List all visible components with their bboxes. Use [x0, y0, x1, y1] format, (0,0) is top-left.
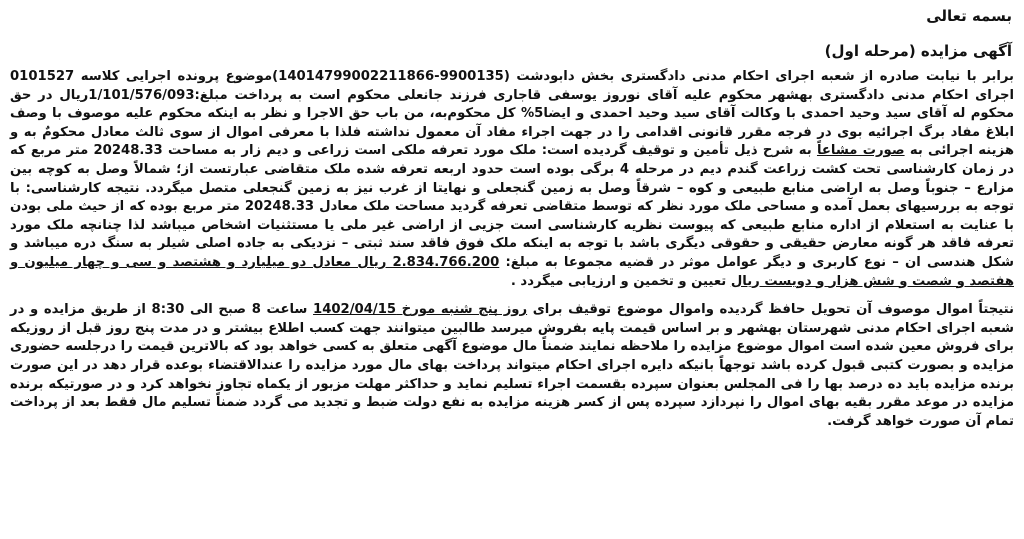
notice-paragraph-1 — [10, 68, 1014, 291]
paragraph-1-text-b: به شرح ذیل تأمین و توقیف گردیده است: ملک مورد تعرفه ملکی است زراعی و دیم زار به مساحت 20248.33 متر مربع که در زمان کارشناسی تحت کشت زراعت گندم دیم در مرحله 4 برگی بوده است حدود اربعه تعرفه شده ملک متقاضی عبارتست از؛ شمالاً وصل به کوچه بین مزارع – جنوباً وصل به اراضی منابع طبیعی و کوه – شرقاً وصل به زمین گنجعلی و نهایتا از غرب نیز به زمین گنجعلی متصل میگردد. نتیجه کارشناسی: با توجه به بررسیهای بعمل آمده و مساحی ملک مورد نظر که توسط متقاضی تعرفه گردید مساحت ملک معادل 20248.33 متر مربع بوده که از حیث ملی بودن با عنایت به استعلام از اداره منابع طبیعی که پیوست نظریه کارشناسی است جزیی از اراضی غیر ملی یا مستثنیات اشخاص میباشد لذا چنانچه ملک مورد تعرفه فاقد هر گونه معارض حقیقی و حقوقی دیگری باشد با توجه به اینکه ملک فوق فاقد سند ثبتی – نزدیکی به جاده اصلی شیلر به سنگ دره میباشد و شکل هندسی ان – نوع کاربری و دیگر عوامل موثر در قضیه مجموعا به مبلغ: — [10, 143, 1014, 270]
paragraph-1-underlined-amount: 2.834.766.200 ریال معادل دو میلیارد و هشتصد و سی و چهار میلیون و هفتصد و شصت و شش هزار و دویست ریال — [10, 254, 1014, 289]
paragraph-2-text-a: نتیجتاً اموال موصوف آن تحویل حافظ گردیده واموال موضوع توقیف برای — [527, 302, 1014, 318]
notice-paragraph-2 — [10, 301, 1014, 431]
paragraph-2-text-b: ساعت 8 صبح الی 8:30 از طریق مزایده و در شعبه اجرای احکام مدنی شهرستان بهشهر و بر اساس قیمت پایه بفروش میرسد طالبین میتوانند جهت کسب اطلاع بیشتر و در مدت پنج روز قبل از روزیکه برای فروش معین شده است اموال موضوع مزایده را ملاحظه نمایند ضمناً مال موضوع آگهی متعلق به کسی خواهد بود که بالاترین قیمت را درجلسه حضوری مزایده و بصورت کتبی قبول کرده باشد توجهاً بانیکه دایره اجرای احکام میتواند پرداخت بهای مال مورد مزایده را عندالاقتضاء بوعده قرار دهد در این صورت برنده مزایده باید ده درصد بها را فی المجلس بعنوان سپرده بقسمت اجراء تسلیم نماید و حداکثر مهلت مزبور از یکماه تجاوز نخواهد کرد و در صورتیکه برنده مزایده در موعد مقرر بقیه بهای اموال را نپردازد سپرده پس از کسر هزینه مزایده به نفع دولت ضبط و تجدید می گردد ضمناً تسلیم مال فقط بعد از پرداخت تمام آن صورت خواهد گرفت. — [10, 302, 1014, 429]
notice-title: آگهی مزایده (مرحله اول) — [824, 42, 1012, 60]
paragraph-1-text-a: برابر با نیابت صادره از شعبه اجرای احکام مدنی دادگستری بخش دابودشت (9900135-14014799002211866)موضوع پرونده اجرایی کلاسه 0101527 اجرای احکام مدنی دادگستری بهشهر محکوم علیه آقای نوروز یوسفی قاجاری فرزند جانعلی محکوم است به پرداخت مبلغ:1/101/576/093ریال در حق محکوم له آقای سید وحید احمدی با وکالت آقای سید وحید احمدی و ایضا5% کل محکوم‌به، من باب حق الاجرا و نظر به اینکه محکوم علیه موصوف با وصف ابلاغ مفاد برگ اجرائیه بوی در فرجه مقرر قانونی اقدامی را در جهت اجراء مفاد آن معمول نداشته فلذا با معرفی اموال از سوی ثالث معادل محکومٌ به و هزینه اجرائی به — [10, 69, 1014, 159]
paragraph-1-underlined-share: صورت مشاعاً — [816, 143, 905, 159]
paragraph-2-underlined-date: روز پنج شنبه مورخ 1402/04/15 — [313, 302, 528, 318]
paragraph-1-text-c: تعیین و تخمین و ارزیابی میگردد . — [510, 273, 731, 289]
invocation-heading: بسمه تعالی — [926, 7, 1012, 25]
